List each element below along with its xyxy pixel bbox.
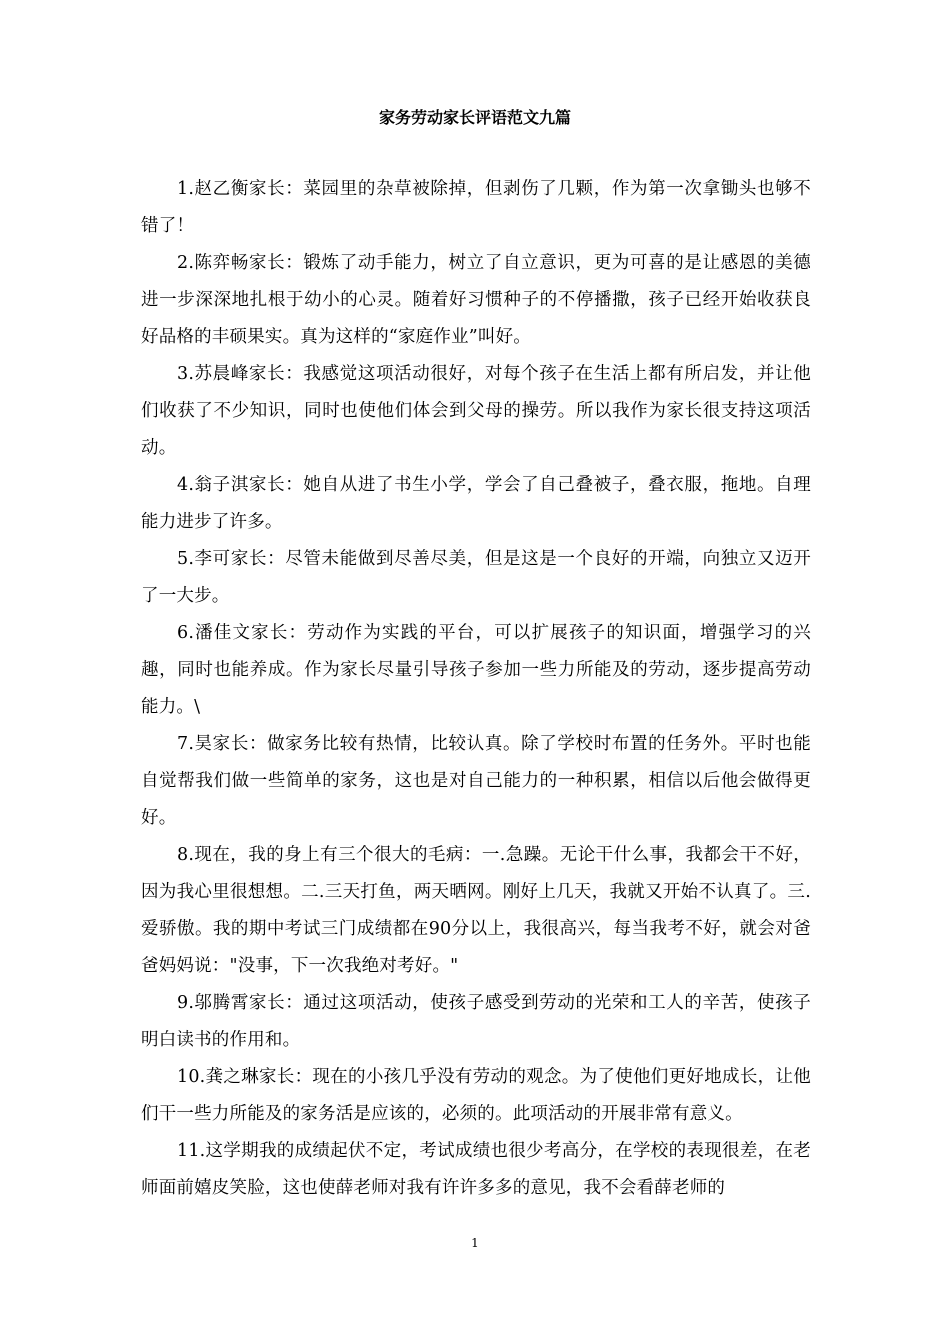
document-title: 家务劳动家长评语范文九篇 (378, 108, 571, 127)
paragraph-2: 2.陈弈畅家长：锻炼了动手能力，树立了自立意识，更为可喜的是让感恩的美德进一步深深地扎根于幼小的心灵。随着好习惯种子的不停播撒，孩子已经开始收获良好品格的丰硕果实。真为这样的“家庭作业”叫好。 (141, 253, 811, 347)
paragraph-4: 4.翁子淇家长：她自从进了书生小学，学会了自己叠被子，叠衣服，拖地。自理能力进步了许多。 (141, 475, 811, 532)
paragraph-11: 11.这学期我的成绩起伏不定，考试成绩也很少考高分，在学校的表现很差，在老师面前嬉皮笑脸，这也使薛老师对我有许许多多的意见，我不会看薛老师的 (141, 1141, 811, 1198)
paragraph-6: 6.潘佳文家长：劳动作为实践的平台，可以扩展孩子的知识面，增强学习的兴趣，同时也能养成。作为家长尽量引导孩子参加一些力所能及的劳动，逐步提高劳动能力。\ (141, 623, 811, 717)
paragraph-10: 10.龚之琳家长：现在的小孩几乎没有劳动的观念。为了使他们更好地成长，让他们干一些力所能及的家务活是应该的，必须的。此项活动的开展非常有意义。 (141, 1067, 811, 1124)
page-number: 1 (471, 1236, 479, 1250)
document-body (141, 171, 811, 1207)
paragraph-3: 3.苏晨峰家长：我感觉这项活动很好，对每个孩子在生活上都有所启发，并让他们收获了不少知识，同时也使他们体会到父母的操劳。所以我作为家长很支持这项活动。 (141, 364, 811, 458)
paragraph-5: 5.李可家长：尽管未能做到尽善尽美，但是这是一个良好的开端，向独立又迈开了一大步。 (141, 549, 811, 606)
paragraph-1: 1.赵乙衡家长：菜园里的杂草被除掉，但剥伤了几颗，作为第一次拿锄头也够不错了！ (141, 179, 811, 236)
paragraph-8: 8.现在，我的身上有三个很大的毛病：一.急躁。无论干什么事，我都会干不好，因为我心里很想想。二.三天打鱼，两天晒网。刚好上几天，我就又开始不认真了。三.爱骄傲。我的期中考试三门成绩都在90分以上，我很高兴，每当我考不好，就会对爸爸妈妈说："没事，下一次我绝对考好。" (141, 845, 811, 976)
paragraph-7: 7.昊家长：做家务比较有热情，比较认真。除了学校时布置的任务外。平时也能自觉帮我们做一些简单的家务，这也是对自己能力的一种积累，相信以后他会做得更好。 (141, 734, 811, 828)
paragraph-9: 9.邬腾霄家长：通过这项活动，使孩子感受到劳动的光荣和工人的辛苦，使孩子明白读书的作用和。 (141, 993, 811, 1050)
